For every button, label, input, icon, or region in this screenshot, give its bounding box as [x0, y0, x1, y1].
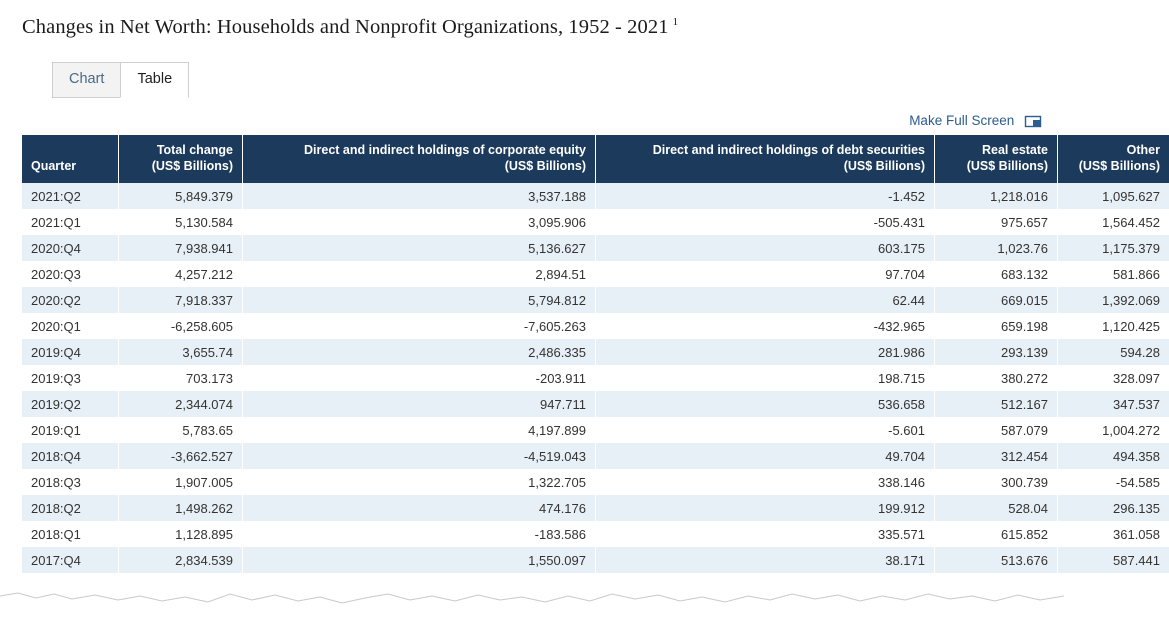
make-full-screen-label: Make Full Screen: [909, 113, 1014, 128]
cell-value: -3,662.527: [119, 443, 243, 469]
cell-value: 7,918.337: [119, 287, 243, 313]
cell-value: 975.657: [935, 209, 1058, 235]
cell-value: 2,344.074: [119, 391, 243, 417]
cell-value: 494.358: [1058, 443, 1169, 469]
cell-value: 536.658: [596, 391, 935, 417]
column-header-total-change-label: Total change: [157, 143, 233, 157]
cell-value: 1,128.895: [119, 521, 243, 547]
cell-value: 581.866: [1058, 261, 1169, 287]
cell-value: 4,197.899: [243, 417, 596, 443]
column-header-real-estate[interactable]: [935, 135, 1058, 183]
cell-value: 380.272: [935, 365, 1058, 391]
cell-value: -5.601: [596, 417, 935, 443]
table-row: [22, 235, 1169, 261]
cell-value: 97.704: [596, 261, 935, 287]
column-header-other-unit: (US$ Billions): [1079, 159, 1160, 173]
cell-value: -183.586: [243, 521, 596, 547]
cell-value: 1,218.016: [935, 183, 1058, 209]
column-header-real-estate-label: Real estate: [982, 143, 1048, 157]
cell-value: 361.058: [1058, 521, 1169, 547]
cell-value: 5,783.65: [119, 417, 243, 443]
column-header-debt-securities[interactable]: [596, 135, 935, 183]
cell-value: 335.571: [596, 521, 935, 547]
cell-value: 1,907.005: [119, 469, 243, 495]
cell-value: 5,136.627: [243, 235, 596, 261]
make-full-screen-button[interactable]: [909, 113, 1042, 128]
cell-value: 5,794.812: [243, 287, 596, 313]
tab-table[interactable]: Table: [120, 62, 189, 98]
table-row: [22, 391, 1169, 417]
cell-value: 1,550.097: [243, 547, 596, 573]
table-row: [22, 365, 1169, 391]
cell-value: 198.715: [596, 365, 935, 391]
table-row: [22, 313, 1169, 339]
cell-value: 659.198: [935, 313, 1058, 339]
cell-value: 293.139: [935, 339, 1058, 365]
column-header-total-change[interactable]: [119, 135, 243, 183]
column-header-other[interactable]: [1058, 135, 1169, 183]
cell-quarter: 2018:Q1: [22, 521, 119, 547]
cell-value: 5,849.379: [119, 183, 243, 209]
cell-value: 587.079: [935, 417, 1058, 443]
cell-value: 1,120.425: [1058, 313, 1169, 339]
cell-value: 512.167: [935, 391, 1058, 417]
cell-value: 2,486.335: [243, 339, 596, 365]
cell-value: 2,894.51: [243, 261, 596, 287]
cell-quarter: 2021:Q2: [22, 183, 119, 209]
column-header-total-change-unit: (US$ Billions): [152, 159, 233, 173]
cell-value: 3,655.74: [119, 339, 243, 365]
table-row: [22, 417, 1169, 443]
cell-value: -505.431: [596, 209, 935, 235]
column-header-corporate-equity-unit: (US$ Billions): [505, 159, 586, 173]
cell-value: -203.911: [243, 365, 596, 391]
cell-quarter: 2019:Q4: [22, 339, 119, 365]
fullscreen-icon: [1025, 114, 1042, 131]
column-header-debt-securities-label: Direct and indirect holdings of debt securities: [653, 143, 925, 157]
cell-value: 513.676: [935, 547, 1058, 573]
column-header-corporate-equity-label: Direct and indirect holdings of corporate equity: [304, 143, 586, 157]
cell-value: 1,023.76: [935, 235, 1058, 261]
cell-value: 7,938.941: [119, 235, 243, 261]
cell-quarter: 2018:Q3: [22, 469, 119, 495]
data-table-container: [22, 135, 1042, 573]
net-worth-table: [22, 135, 1169, 573]
page-title: [0, 0, 1064, 39]
cell-value: 1,004.272: [1058, 417, 1169, 443]
cell-value: 594.28: [1058, 339, 1169, 365]
table-row: [22, 261, 1169, 287]
cell-value: 49.704: [596, 443, 935, 469]
torn-page-edge: [0, 582, 1064, 623]
column-header-real-estate-unit: (US$ Billions): [967, 159, 1048, 173]
cell-value: 587.441: [1058, 547, 1169, 573]
cell-value: 4,257.212: [119, 261, 243, 287]
tab-bar: [52, 61, 1064, 97]
cell-quarter: 2018:Q4: [22, 443, 119, 469]
cell-quarter: 2019:Q1: [22, 417, 119, 443]
cell-value: 669.015: [935, 287, 1058, 313]
table-body: [22, 183, 1169, 573]
page-title-footnote: 1: [673, 16, 679, 28]
table-row: [22, 547, 1169, 573]
table-header-row: [22, 135, 1169, 183]
cell-value: 615.852: [935, 521, 1058, 547]
cell-value: -1.452: [596, 183, 935, 209]
cell-value: 947.711: [243, 391, 596, 417]
page-title-text: Changes in Net Worth: Households and Nonprofit Organizations, 1952 - 2021: [22, 16, 669, 38]
cell-value: 338.146: [596, 469, 935, 495]
cell-value: 474.176: [243, 495, 596, 521]
cell-quarter: 2021:Q1: [22, 209, 119, 235]
cell-value: 347.537: [1058, 391, 1169, 417]
cell-quarter: 2017:Q4: [22, 547, 119, 573]
table-row: [22, 469, 1169, 495]
cell-value: 3,095.906: [243, 209, 596, 235]
cell-value: 3,537.188: [243, 183, 596, 209]
cell-value: 312.454: [935, 443, 1058, 469]
table-row: [22, 209, 1169, 235]
cell-quarter: 2019:Q2: [22, 391, 119, 417]
cell-value: 300.739: [935, 469, 1058, 495]
cell-value: 328.097: [1058, 365, 1169, 391]
cell-value: 199.912: [596, 495, 935, 521]
cell-value: 1,392.069: [1058, 287, 1169, 313]
cell-value: 703.173: [119, 365, 243, 391]
cell-value: 281.986: [596, 339, 935, 365]
cell-quarter: 2020:Q1: [22, 313, 119, 339]
cell-value: -54.585: [1058, 469, 1169, 495]
table-row: [22, 495, 1169, 521]
cell-quarter: 2020:Q2: [22, 287, 119, 313]
table-row: [22, 339, 1169, 365]
table-head: [22, 135, 1169, 183]
cell-value: 62.44: [596, 287, 935, 313]
cell-value: 603.175: [596, 235, 935, 261]
column-header-quarter[interactable]: [22, 135, 119, 183]
tab-chart[interactable]: Chart: [52, 62, 121, 98]
cell-value: -432.965: [596, 313, 935, 339]
cell-quarter: 2020:Q4: [22, 235, 119, 261]
cell-value: 683.132: [935, 261, 1058, 287]
cell-value: 1,322.705: [243, 469, 596, 495]
column-header-other-label: Other: [1127, 143, 1160, 157]
column-header-quarter-label: Quarter: [31, 159, 76, 173]
column-header-corporate-equity[interactable]: [243, 135, 596, 183]
cell-value: 1,175.379: [1058, 235, 1169, 261]
cell-value: 528.04: [935, 495, 1058, 521]
cell-value: 296.135: [1058, 495, 1169, 521]
cell-value: 38.171: [596, 547, 935, 573]
cell-quarter: 2018:Q2: [22, 495, 119, 521]
table-row: [22, 287, 1169, 313]
cell-value: 2,834.539: [119, 547, 243, 573]
table-row: [22, 443, 1169, 469]
cell-value: 5,130.584: [119, 209, 243, 235]
cell-quarter: 2019:Q3: [22, 365, 119, 391]
cell-value: 1,564.452: [1058, 209, 1169, 235]
cell-value: -4,519.043: [243, 443, 596, 469]
cell-value: -7,605.263: [243, 313, 596, 339]
column-header-debt-securities-unit: (US$ Billions): [844, 159, 925, 173]
table-row: [22, 521, 1169, 547]
fullscreen-bar: [0, 97, 1064, 135]
cell-value: 1,498.262: [119, 495, 243, 521]
cell-quarter: 2020:Q3: [22, 261, 119, 287]
table-row: [22, 183, 1169, 209]
cell-value: -6,258.605: [119, 313, 243, 339]
cell-value: 1,095.627: [1058, 183, 1169, 209]
